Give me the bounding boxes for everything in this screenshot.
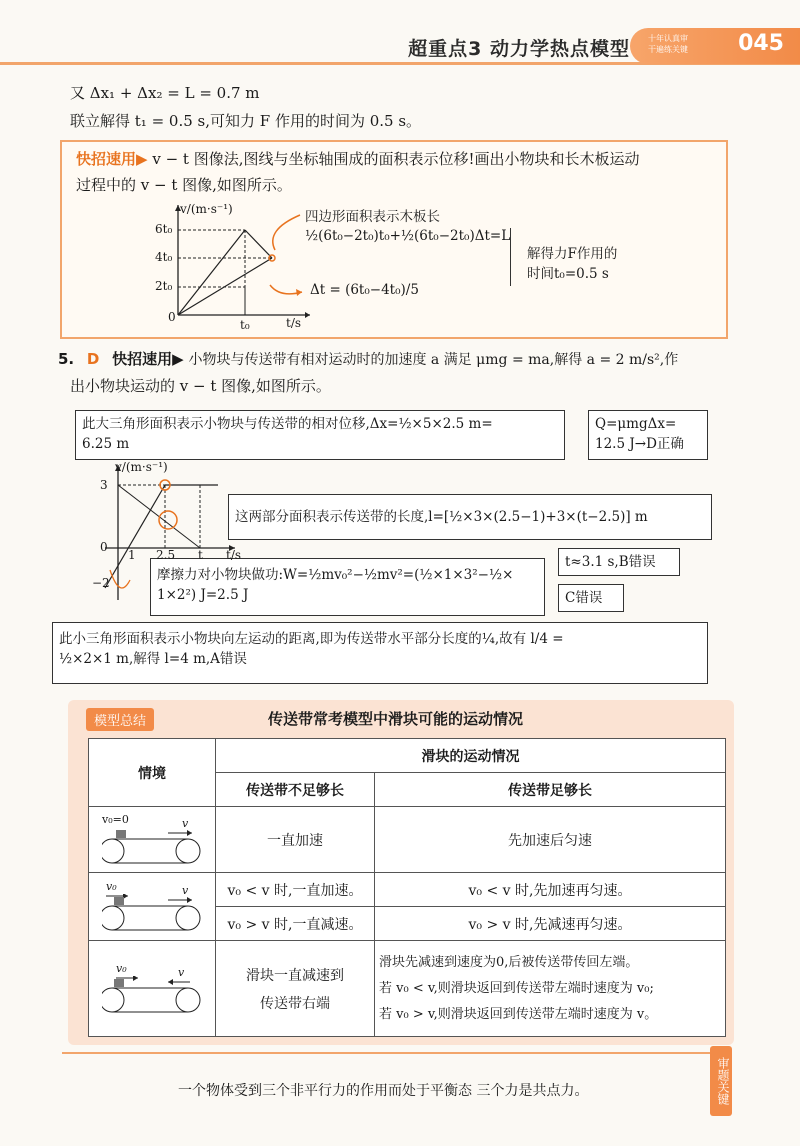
annotation-text: 这两部分面积表示传送带的长度,l=[½×3×(2.5−1)+3×(t−2.5)] m xyxy=(235,509,648,525)
conveyor-belt-icon xyxy=(102,827,202,867)
page-number: 045 xyxy=(738,31,784,56)
table-cell: v₀ < v 时,先加速再匀速。 xyxy=(375,873,726,907)
velocity-label: v₀ xyxy=(106,879,117,893)
quick-method-text: v − t 图像法,图线与坐标轴围成的面积表示位移!画出小物块和长木板运动 xyxy=(152,150,640,168)
axis-label-x: t/s xyxy=(226,548,242,562)
vt-graph-block xyxy=(90,460,240,610)
graph-note: 四边形面积表示木板长 xyxy=(305,209,440,225)
quick-method-label: 快招速用▶ xyxy=(76,150,148,168)
scene-cell xyxy=(89,873,216,941)
table-cell xyxy=(375,941,726,1037)
axis-label-y: v/(m·s⁻¹) xyxy=(115,460,168,474)
conveyor-belt-icon xyxy=(102,894,202,934)
annotation-text: 此小三角形面积表示小物块向左运动的距离,即为传送带水平部分长度的¼,故有 l/4 = xyxy=(59,631,564,647)
tick-label-x: t₀ xyxy=(240,318,250,332)
scene-cell xyxy=(89,807,216,873)
tick-label-x: t xyxy=(198,548,203,562)
equation-line: 又 Δx₁ + Δx₂ = L = 0.7 m xyxy=(70,84,260,102)
annotation-box xyxy=(558,548,680,576)
graph-conclusion: 时间t₀=0.5 s xyxy=(527,266,609,282)
tick-label-y: 0 xyxy=(168,310,176,324)
badge-line: 十年认真审 xyxy=(648,34,688,43)
tick-label-y: 6t₀ xyxy=(155,222,173,236)
table-cell: 先加速后匀速 xyxy=(375,807,726,873)
annotation-text: 此大三角形面积表示小物块与传送带的相对位移,Δx=½×5×2.5 m= xyxy=(82,416,493,432)
velocity-label: v₀=0 xyxy=(102,812,129,826)
question-text: 小物块与传送带有相对运动时的加速度 a 满足 μmg = ma,解得 a = 2 m/s²,作 xyxy=(188,352,679,368)
table-cell xyxy=(216,941,375,1037)
chapter-title: 超重点3 动力学热点模型 xyxy=(408,38,630,60)
table-header: 传送带不足够长 xyxy=(216,773,375,807)
table-header: 情境 xyxy=(89,739,216,807)
graph-formula: Δt = (6t₀−4t₀)/5 xyxy=(310,282,419,298)
side-tab: 审题关键 xyxy=(710,1046,732,1116)
velocity-label: v xyxy=(178,965,185,979)
annotation-box xyxy=(588,410,708,460)
table-cell: v₀ < v 时,一直加速。 xyxy=(216,873,375,907)
cell-text: 若 v₀ < v,则滑块返回到传送带左端时速度为 v₀; xyxy=(379,980,654,996)
graph-conclusion: 解得力F作用的 xyxy=(527,246,618,262)
annotation-box xyxy=(75,410,565,460)
annotation-box xyxy=(558,584,624,612)
bracket xyxy=(510,228,521,286)
annotation-text: t≈3.1 s,B错误 xyxy=(565,554,656,570)
badge-line: 干遍练关键 xyxy=(648,45,688,54)
model-table xyxy=(88,738,726,1037)
cell-text: 若 v₀ > v,则滑块返回到传送带左端时速度为 v。 xyxy=(379,1006,658,1022)
velocity-label: v xyxy=(182,883,189,897)
conveyor-belt-icon xyxy=(102,976,202,1016)
tick-label-y: 3 xyxy=(100,478,108,492)
tick-label-y: −2 xyxy=(92,576,110,590)
model-summary-title: 传送带常考模型中滑块可能的运动情况 xyxy=(268,710,524,728)
velocity-label: v₀ xyxy=(116,961,127,975)
answer-letter: D xyxy=(86,350,100,368)
badge-text xyxy=(648,33,688,55)
annotation-box xyxy=(52,622,708,684)
cell-text: 滑块先减速到速度为0,后被传送带传回左端。 xyxy=(379,954,639,970)
page-badge xyxy=(630,28,800,64)
velocity-label: v xyxy=(182,816,189,830)
quick-method-text: 过程中的 v − t 图像,如图所示。 xyxy=(76,176,292,194)
tick-label-y: 4t₀ xyxy=(155,250,173,264)
annotation-text: 1×2²) J=2.5 J xyxy=(157,587,249,603)
table-cell: v₀ > v 时,先减速再匀速。 xyxy=(375,907,726,941)
annotation-text: 摩擦力对小物块做功:W=½mv₀²−½mv²=(½×1×3²−½× xyxy=(157,567,514,583)
quick-method-label: 快招速用▶ xyxy=(112,350,184,368)
annotation-text: C错误 xyxy=(565,590,603,606)
annotation-text: 12.5 J→D正确 xyxy=(595,436,684,452)
annotation-text: Q=μmgΔx= xyxy=(595,416,677,432)
table-cell: v₀ > v 时,一直减速。 xyxy=(216,907,375,941)
axis-label-x: t/s xyxy=(286,316,302,330)
cell-text: 滑块一直减速到 xyxy=(246,967,344,984)
model-summary-tag: 模型总结 xyxy=(86,708,154,731)
tick-label-x: 2.5 xyxy=(156,548,176,562)
annotation-box xyxy=(228,494,712,540)
question-number: 5. xyxy=(58,350,75,368)
question-text: 出小物块运动的 v − t 图像,如图所示。 xyxy=(70,377,331,395)
table-header: 滑块的运动情况 xyxy=(216,739,726,773)
footer-divider xyxy=(62,1052,730,1054)
tick-label-y: 0 xyxy=(100,540,108,554)
annotation-text: ½×2×1 m,解得 l=4 m,A错误 xyxy=(59,651,247,667)
axis-label-y: v/(m·s⁻¹) xyxy=(180,202,233,216)
scene-cell xyxy=(89,941,216,1037)
cell-text: 传送带右端 xyxy=(260,995,330,1012)
table-cell: 一直加速 xyxy=(216,807,375,873)
annotation-text: 6.25 m xyxy=(82,436,130,452)
tick-label-y: 2t₀ xyxy=(155,279,173,293)
tick-label-x: 1 xyxy=(128,548,136,562)
result-line: 联立解得 t₁ = 0.5 s,可知力 F 作用的时间为 0.5 s。 xyxy=(70,112,422,130)
footer-tip: 一个物体受到三个非平行力的作用而处于平衡态 三个力是共点力。 xyxy=(178,1083,589,1099)
graph-formula: ½(6t₀−2t₀)t₀+½(6t₀−2t₀)Δt=L xyxy=(305,228,511,244)
table-header: 传送带足够长 xyxy=(375,773,726,807)
